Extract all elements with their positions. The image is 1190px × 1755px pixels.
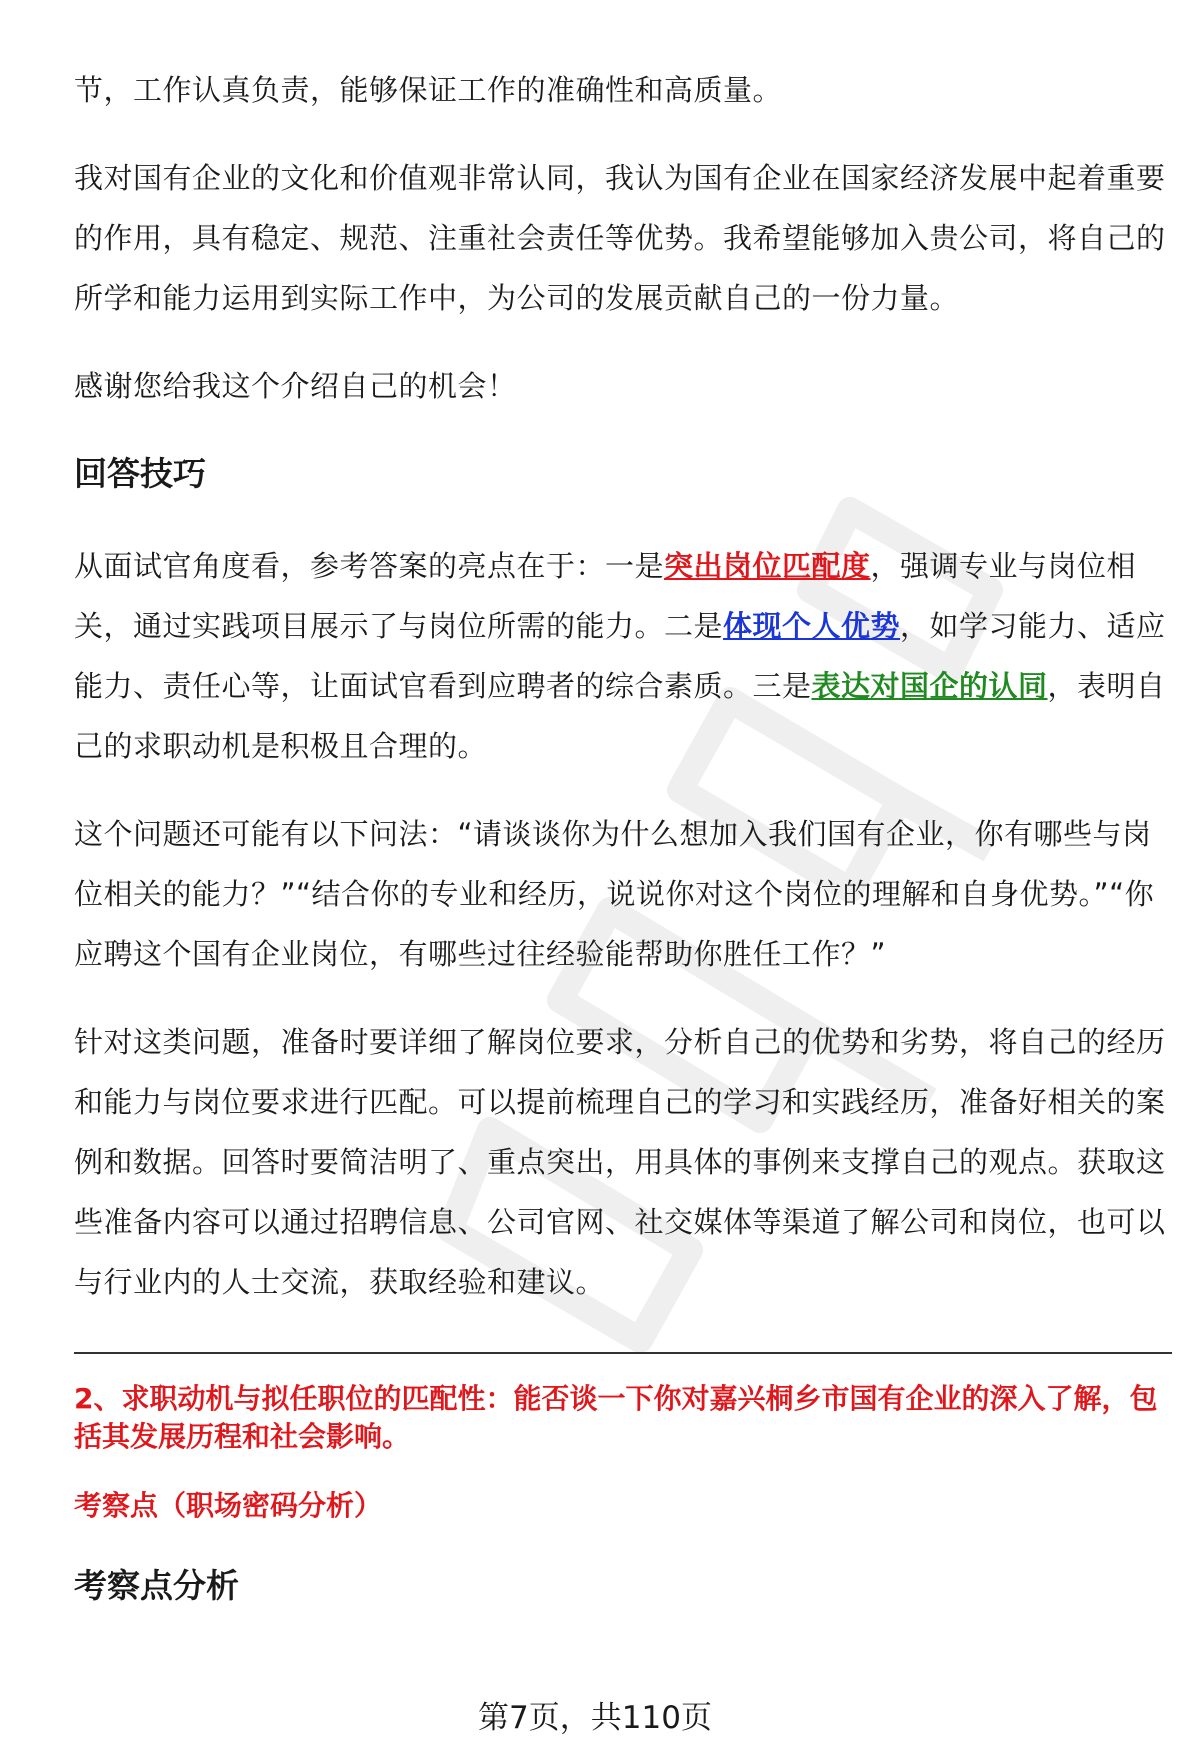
tips-heading: 回答技巧 [74,454,206,493]
tips-intro [74,536,1172,776]
paragraph-p1: 节，工作认真负责，能够保证工作的准确性和高质量。 [74,73,783,107]
tips-intro-d: ，表明自己的求职动机是积极且合理的。 [74,669,1166,763]
tips-intro-b: ，强调专业与岗位相关，通过实践项目展示了与岗位所需的能力。二是 [74,549,1137,643]
highlight-personal-strength: 体现个人优势 [723,609,901,643]
highlight-soe-recognition: 表达对国企的认同 [811,669,1048,703]
prep-advice: 针对这类问题，准备时要详细了解岗位要求，分析自己的优势和劣势，将自己的经历和能力与岗位要求进行匹配。可以提前梳理自己的学习和实践经历，准备好相关的案例和数据。回答时要简洁明了、重点突出，用具体的事例来支撑自己的观点。获取这些准备内容可以通过招聘信息、公司官网、社交媒体等渠道了解公司和岗位，也可以与行业内的人士交流，获取经验和建议。 [74,1025,1166,1299]
tips-intro-c: ，如学习能力、适应能力、责任心等，让面试官看到应聘者的综合素质。三是 [74,609,1166,703]
document-page [74,60,1172,1608]
highlight-position-fit: 突出岗位匹配度 [664,549,871,583]
tips-intro-a: 从面试官角度看，参考答案的亮点在于：一是 [74,549,665,583]
question-2: 2、求职动机与拟任职位的匹配性：能否谈一下你对嘉兴桐乡市国有企业的深入了解，包括其发展历程和社会影响。 [74,1382,1158,1453]
section-divider [74,1352,1172,1354]
paragraph-p2: 我对国有企业的文化和价值观非常认同，我认为国有企业在国家经济发展中起着重要的作用，具有稳定、规范、注重社会责任等优势。我希望能够加入贵公司，将自己的所学和能力运用到实际工作中，为公司的发展贡献自己的一份力量。 [74,161,1166,315]
page-number: 第7页，共110页 [478,1700,712,1736]
analysis-heading: 考察点分析 [74,1566,239,1605]
alt-questions: 这个问题还可能有以下问法：“请谈谈你为什么想加入我们国有企业，你有哪些与岗位相关的能力？”“结合你的专业和经历，说说你对这个岗位的理解和自身优势。”“你应聘这个国有企业岗位，有哪些过往经验能帮助你胜任工作？” [74,817,1155,971]
exam-point-label: 考察点（职场密码分析） [74,1489,383,1522]
paragraph-p3: 感谢您给我这个介绍自己的机会！ [74,369,517,403]
